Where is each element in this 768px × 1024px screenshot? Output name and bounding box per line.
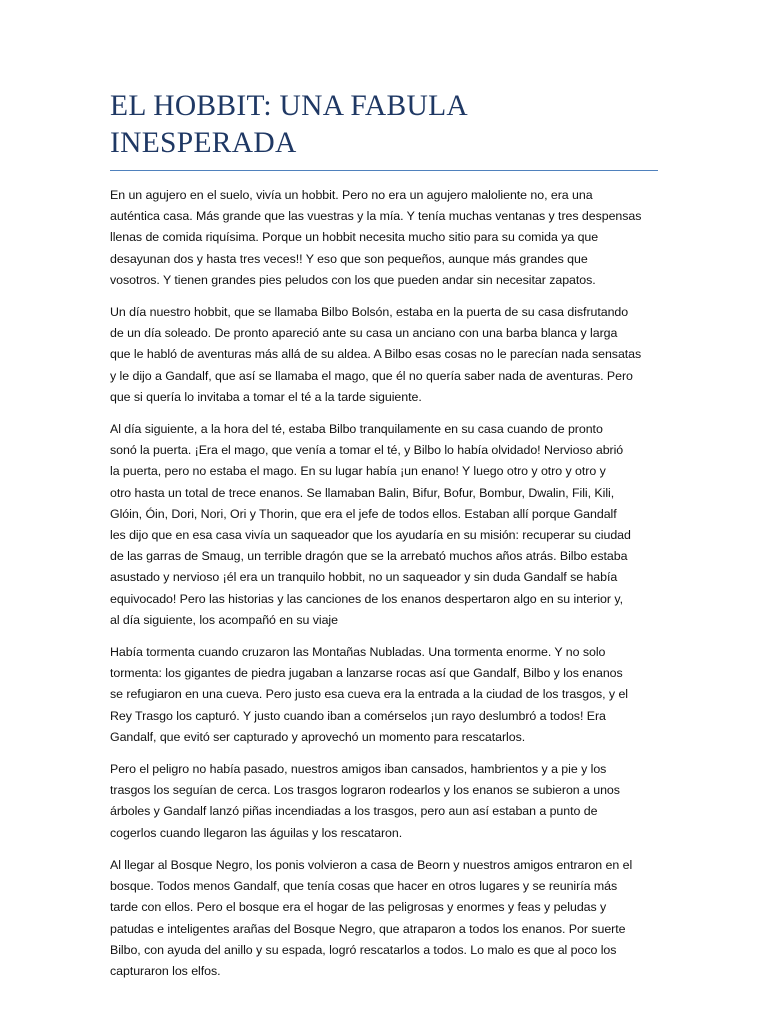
title-line: EL HOBBIT: UNA FABULA	[110, 90, 469, 122]
paragraph-line: Gandalf, que evitó ser capturado y aprovechó un momento para rescatarlos.	[110, 729, 526, 744]
title-line: INESPERADA	[110, 127, 297, 159]
document-body	[110, 185, 660, 982]
paragraph-line: Un día nuestro hobbit, que se llamaba Bilbo Bolsón, estaba en la puerta de su casa disfrutando	[110, 305, 629, 320]
paragraph-line: Bilbo, con ayuda del anillo y su espada, logró rescatarlos a todos. Lo malo es que al poco los	[110, 942, 617, 957]
paragraph-5	[110, 759, 660, 844]
paragraph-1	[110, 185, 660, 291]
paragraph-line: En un agujero en el suelo, vivía un hobbit. Pero no era un agujero maloliente no, era una	[110, 188, 593, 202]
paragraph-line: desayunan dos y hasta tres veces!! Y eso que son pequeños, aunque más grandes que	[110, 251, 588, 266]
document-page	[110, 88, 660, 993]
paragraph-line: equivocado! Pero las historias y las canciones de los enanos despertaron algo en su interior y,	[110, 591, 623, 606]
paragraph-line: y le dijo a Gandalf, que así se llamaba el mago, que él no quería saber nada de aventuras. Pero	[110, 368, 633, 383]
paragraph-line: auténtica casa. Más grande que las vuestras y la mía. Y tenía muchas ventanas y tres despensas	[110, 209, 642, 224]
paragraph-2	[110, 302, 660, 408]
paragraph-line: Al día siguiente, a la hora del té, estaba Bilbo tranquilamente en su casa cuando de pronto	[110, 422, 603, 437]
paragraph-line: otro hasta un total de trece enanos. Se llamaban Balin, Bifur, Bofur, Bombur, Dwalin, Fili, Kili,	[110, 485, 615, 500]
paragraph-line: llenas de comida riquísima. Porque un hobbit necesita mucho sitio para su comida ya que	[110, 230, 599, 245]
paragraph-line: que si quería lo invitaba a tomar el té a la tarde siguiente.	[110, 389, 422, 404]
paragraph-line: asustado y nervioso ¡él era un tranquilo hobbit, no un saqueador y sin duda Gandalf se había	[110, 570, 618, 585]
paragraph-line: de un día soleado. De pronto apareció ante su casa un anciano con una barba blanca y larga	[110, 326, 618, 341]
paragraph-3	[110, 419, 660, 631]
paragraph-line: la puerta, pero no estaba el mago. En su lugar había ¡un enano! Y luego otro y otro y otro y	[110, 464, 606, 479]
paragraph-6	[110, 855, 660, 982]
title-underline-rule	[110, 170, 658, 171]
paragraph-line: capturaron los elfos.	[110, 963, 221, 978]
paragraph-line: trasgos los seguían de cerca. Los trasgos lograron rodearlos y los enanos se subieron a unos	[110, 783, 620, 798]
paragraph-line: Al llegar al Bosque Negro, los ponis volvieron a casa de Beorn y nuestros amigos entraron en el	[110, 857, 633, 872]
paragraph-line: árboles y Gandalf lanzó piñas incendiadas a los trasgos, pero aun así estaban a punto de	[110, 804, 598, 819]
paragraph-line: les dijo que en esa casa vivía un saqueador que los ayudaría en su misión: recuperar su ciudad	[110, 528, 631, 543]
paragraph-line: Había tormenta cuando cruzaron las Montañas Nubladas. Una tormenta enorme. Y no solo	[110, 645, 606, 660]
paragraph-line: sonó la puerta. ¡Era el mago, que venía a tomar el té, y Bilbo lo había olvidado! Nervioso abrió	[110, 443, 624, 458]
paragraph-line: vosotros. Y tienen grandes pies peludos con los que pueden andar sin necesitar zapatos.	[110, 272, 596, 287]
paragraph-4	[110, 642, 660, 748]
paragraph-line: cogerlos cuando llegaron las águilas y los rescataron.	[110, 825, 403, 840]
paragraph-line: tormenta: los gigantes de piedra jugaban a lanzarse rocas así que Gandalf, Bilbo y los enanos	[110, 666, 623, 681]
paragraph-line: al día siguiente, los acompañó en su viaje	[110, 612, 338, 627]
paragraph-line: Pero el peligro no había pasado, nuestros amigos iban cansados, hambrientos y a pie y los	[110, 762, 607, 777]
paragraph-line: tarde con ellos. Pero el bosque era el hogar de las peligrosas y enormes y feas y peludas y	[110, 900, 607, 915]
paragraph-line: bosque. Todos menos Gandalf, que tenía cosas que hacer en otros lugares y se reuniría más	[110, 879, 618, 894]
paragraph-line: patudas e inteligentes arañas del Bosque Negro, que atraparon a todos los enanos. Por suerte	[110, 921, 626, 936]
paragraph-line: se refugiaron en una cueva. Pero justo esa cueva era la entrada a la ciudad de los trasgos, y el	[110, 687, 628, 702]
document-title	[110, 88, 660, 170]
paragraph-line: de las garras de Smaug, un terrible dragón que se la arrebató muchos años atrás. Bilbo estaba	[110, 549, 628, 564]
paragraph-line: Rey Trasgo los capturó. Y justo cuando iban a comérselos ¡un rayo deslumbró a todos! Era	[110, 708, 606, 723]
paragraph-line: Glóin, Óin, Dori, Nori, Ori y Thorin, que era el jefe de todos ellos. Estaban allí porque Gandalf	[110, 506, 617, 521]
paragraph-line: que le habló de aventuras más allá de su aldea. A Bilbo esas cosas no le parecían nada sensatas	[110, 347, 642, 362]
